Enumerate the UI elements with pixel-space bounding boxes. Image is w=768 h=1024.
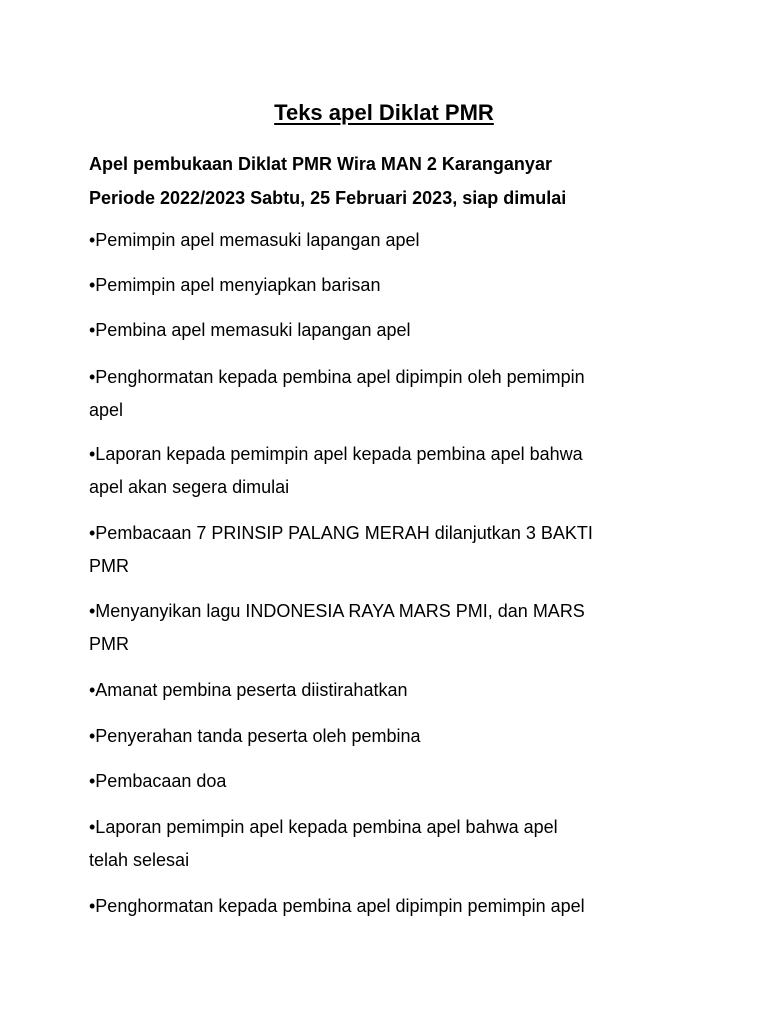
list-item — [89, 674, 699, 707]
list-item-line: •Menyanyikan lagu INDONESIA RAYA MARS PMI, dan MARS — [89, 601, 585, 621]
list-item-line: telah selesai — [89, 850, 190, 870]
list-item — [89, 269, 699, 302]
list-item-line: PMR — [89, 556, 129, 576]
list-item — [89, 765, 699, 798]
list-item — [89, 224, 699, 257]
list-item — [89, 314, 699, 347]
list-item-line: •Pembina apel memasuki lapangan apel — [89, 320, 411, 340]
intro-line: Periode 2022/2023 Sabtu, 25 Februari 2023, siap dimulai — [89, 188, 567, 208]
list-item — [89, 517, 699, 583]
list-item-line: •Pembacaan 7 PRINSIP PALANG MERAH dilanjutkan 3 BAKTI — [89, 523, 593, 543]
list-item-line: •Laporan kepada pemimpin apel kepada pembina apel bahwa — [89, 444, 583, 464]
document-title: Teks apel Diklat PMR — [274, 100, 494, 125]
list-item — [89, 361, 699, 427]
list-item-line: •Pemimpin apel memasuki lapangan apel — [89, 230, 420, 250]
list-item-line: apel akan segera dimulai — [89, 477, 290, 497]
list-item-line: •Penghormatan kepada pembina apel dipimpin pemimpin apel — [89, 896, 585, 916]
list-item — [89, 890, 699, 923]
list-item — [89, 720, 699, 753]
intro-line: Apel pembukaan Diklat PMR Wira MAN 2 Karanganyar — [89, 154, 552, 174]
list-item-line: apel — [89, 400, 124, 420]
list-item — [89, 811, 699, 877]
list-item-line: •Penghormatan kepada pembina apel dipimpin oleh pemimpin — [89, 367, 585, 387]
intro-paragraph — [89, 147, 709, 215]
list-item-line: •Penyerahan tanda peserta oleh pembina — [89, 726, 421, 746]
list-item-line: •Amanat pembina peserta diistirahatkan — [89, 680, 408, 700]
list-item-line: •Laporan pemimpin apel kepada pembina apel bahwa apel — [89, 817, 558, 837]
list-item — [89, 595, 699, 661]
list-item-line: •Pembacaan doa — [89, 771, 227, 791]
list-item-line: •Pemimpin apel menyiapkan barisan — [89, 275, 381, 295]
list-item-line: PMR — [89, 634, 129, 654]
list-item — [89, 438, 699, 504]
